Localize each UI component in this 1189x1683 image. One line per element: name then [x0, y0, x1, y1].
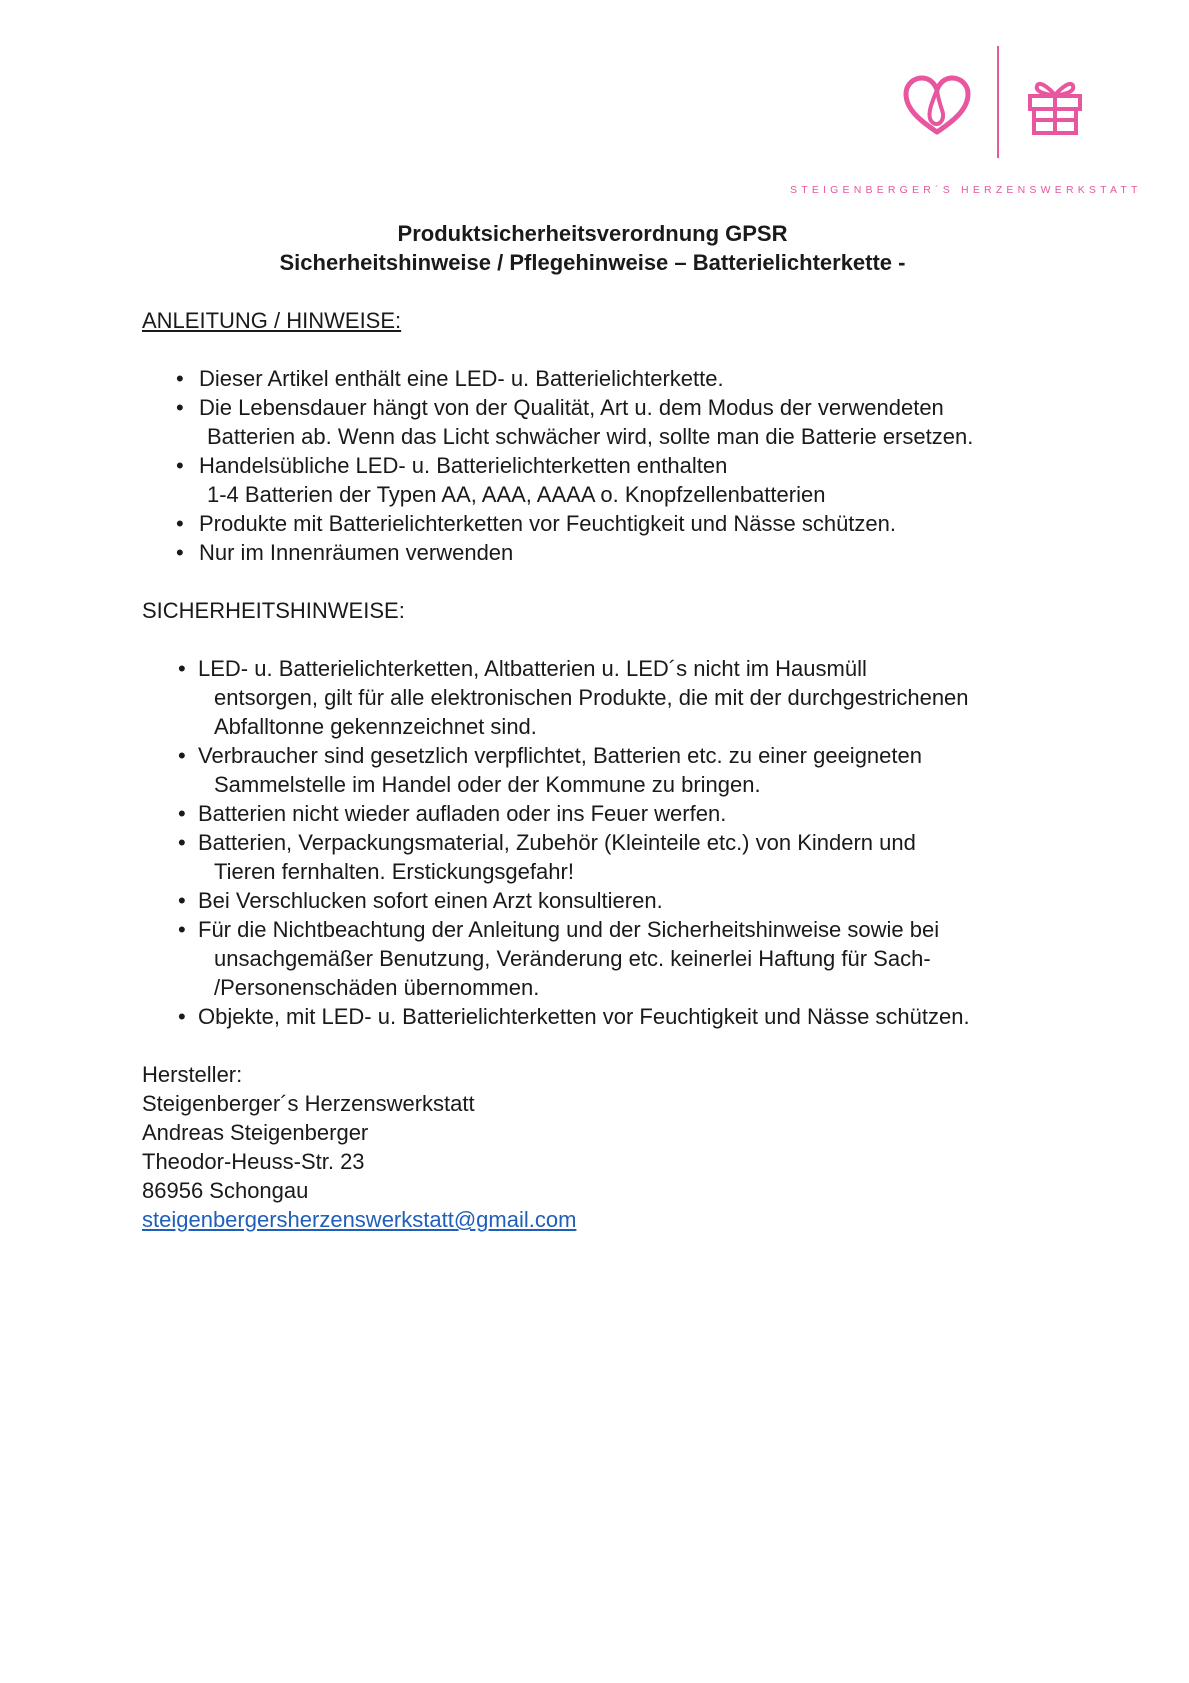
document-body	[142, 306, 1062, 1234]
bullet-icon: •	[178, 656, 186, 681]
manufacturer-street: Theodor-Heuss-Str. 23	[142, 1149, 365, 1174]
list-item-line: unsachgemäßer Benutzung, Veränderung etc. keinerlei Haftung für Sach-	[214, 946, 931, 971]
title-line-1: Produktsicherheitsverordnung GPSR	[397, 221, 788, 246]
safety-item	[142, 741, 1062, 799]
list-item-line: Für die Nichtbeachtung der Anleitung und der Sicherheitshinweise sowie bei	[198, 917, 940, 942]
bullet-icon: •	[176, 511, 184, 536]
gift-icon	[1025, 74, 1085, 136]
instructions-list	[142, 364, 1062, 567]
safety-list	[142, 654, 1062, 1031]
heart-icon	[902, 74, 972, 136]
list-item-line: Handelsübliche LED- u. Batterielichterketten enthalten	[199, 453, 728, 478]
manufacturer-email-link[interactable]: steigenbergersherzenswerkstatt@gmail.com	[142, 1207, 577, 1232]
brand-name: STEIGENBERGER´S HERZENSWERKSTATT	[790, 184, 1142, 196]
safety-item	[142, 799, 1062, 828]
list-item-line: Bei Verschlucken sofort einen Arzt konsultieren.	[198, 888, 663, 913]
bullet-icon: •	[178, 917, 186, 942]
list-item-line: Verbraucher sind gesetzlich verpflichtet, Batterien etc. zu einer geeigneten	[198, 743, 922, 768]
list-item-line: Batterien nicht wieder aufladen oder ins Feuer werfen.	[198, 801, 727, 826]
instruction-item	[142, 393, 1062, 451]
list-item-line: 1-4 Batterien der Typen AA, AAA, AAAA o. Knopfzellenbatterien	[207, 482, 826, 507]
list-item-line: LED- u. Batterielichterketten, Altbatterien u. LED´s nicht im Hausmüll	[198, 656, 867, 681]
safety-item	[142, 1002, 1062, 1031]
list-item-line: Abfalltonne gekennzeichnet sind.	[214, 714, 537, 739]
manufacturer-company: Steigenberger´s Herzenswerkstatt	[142, 1091, 475, 1116]
list-item-line: Sammelstelle im Handel oder der Kommune zu bringen.	[214, 772, 761, 797]
bullet-icon: •	[178, 743, 186, 768]
bullet-icon: •	[176, 453, 184, 478]
list-item-line: Produkte mit Batterielichterketten vor Feuchtigkeit und Nässe schützen.	[199, 511, 897, 536]
list-item-line: Objekte, mit LED- u. Batterielichterketten vor Feuchtigkeit und Nässe schützen.	[198, 1004, 970, 1029]
list-item-line: Nur im Innenräumen verwenden	[199, 540, 514, 565]
safety-item	[142, 915, 1062, 1002]
bullet-icon: •	[178, 830, 186, 855]
instruction-item	[142, 364, 1062, 393]
safety-heading: SICHERHEITSHINWEISE:	[142, 598, 405, 623]
instructions-heading: ANLEITUNG / HINWEISE:	[142, 308, 402, 333]
bullet-icon: •	[178, 1004, 186, 1029]
list-item-line: /Personenschäden übernommen.	[214, 975, 540, 1000]
safety-item	[142, 886, 1062, 915]
title-line-2: Sicherheitshinweise / Pflegehinweise – Batterielichterkette -	[279, 250, 906, 275]
manufacturer-label: Hersteller:	[142, 1062, 243, 1087]
instruction-item	[142, 538, 1062, 567]
manufacturer-block	[142, 1060, 1062, 1234]
bullet-icon: •	[178, 888, 186, 913]
bullet-icon: •	[176, 395, 184, 420]
bullet-icon: •	[176, 540, 184, 565]
brand-logo	[902, 46, 1098, 164]
manufacturer-city: 86956 Schongau	[142, 1178, 309, 1203]
list-item-line: Batterien, Verpackungsmaterial, Zubehör (Kleinteile etc.) von Kindern und	[198, 830, 916, 855]
list-item-line: Tieren fernhalten. Erstickungsgefahr!	[214, 859, 574, 884]
bullet-icon: •	[176, 366, 184, 391]
safety-item	[142, 654, 1062, 741]
bullet-icon: •	[178, 801, 186, 826]
instruction-item	[142, 509, 1062, 538]
list-item-line: Batterien ab. Wenn das Licht schwächer wird, sollte man die Batterie ersetzen.	[207, 424, 974, 449]
logo-divider	[997, 46, 999, 158]
manufacturer-name: Andreas Steigenberger	[142, 1120, 369, 1145]
safety-item	[142, 828, 1062, 886]
instruction-item	[142, 451, 1062, 509]
document-title	[140, 219, 1045, 277]
list-item-line: entsorgen, gilt für alle elektronischen Produkte, die mit der durchgestrichenen	[214, 685, 969, 710]
list-item-line: Die Lebensdauer hängt von der Qualität, Art u. dem Modus der verwendeten	[199, 395, 944, 420]
list-item-line: Dieser Artikel enthält eine LED- u. Batterielichterkette.	[199, 366, 724, 391]
